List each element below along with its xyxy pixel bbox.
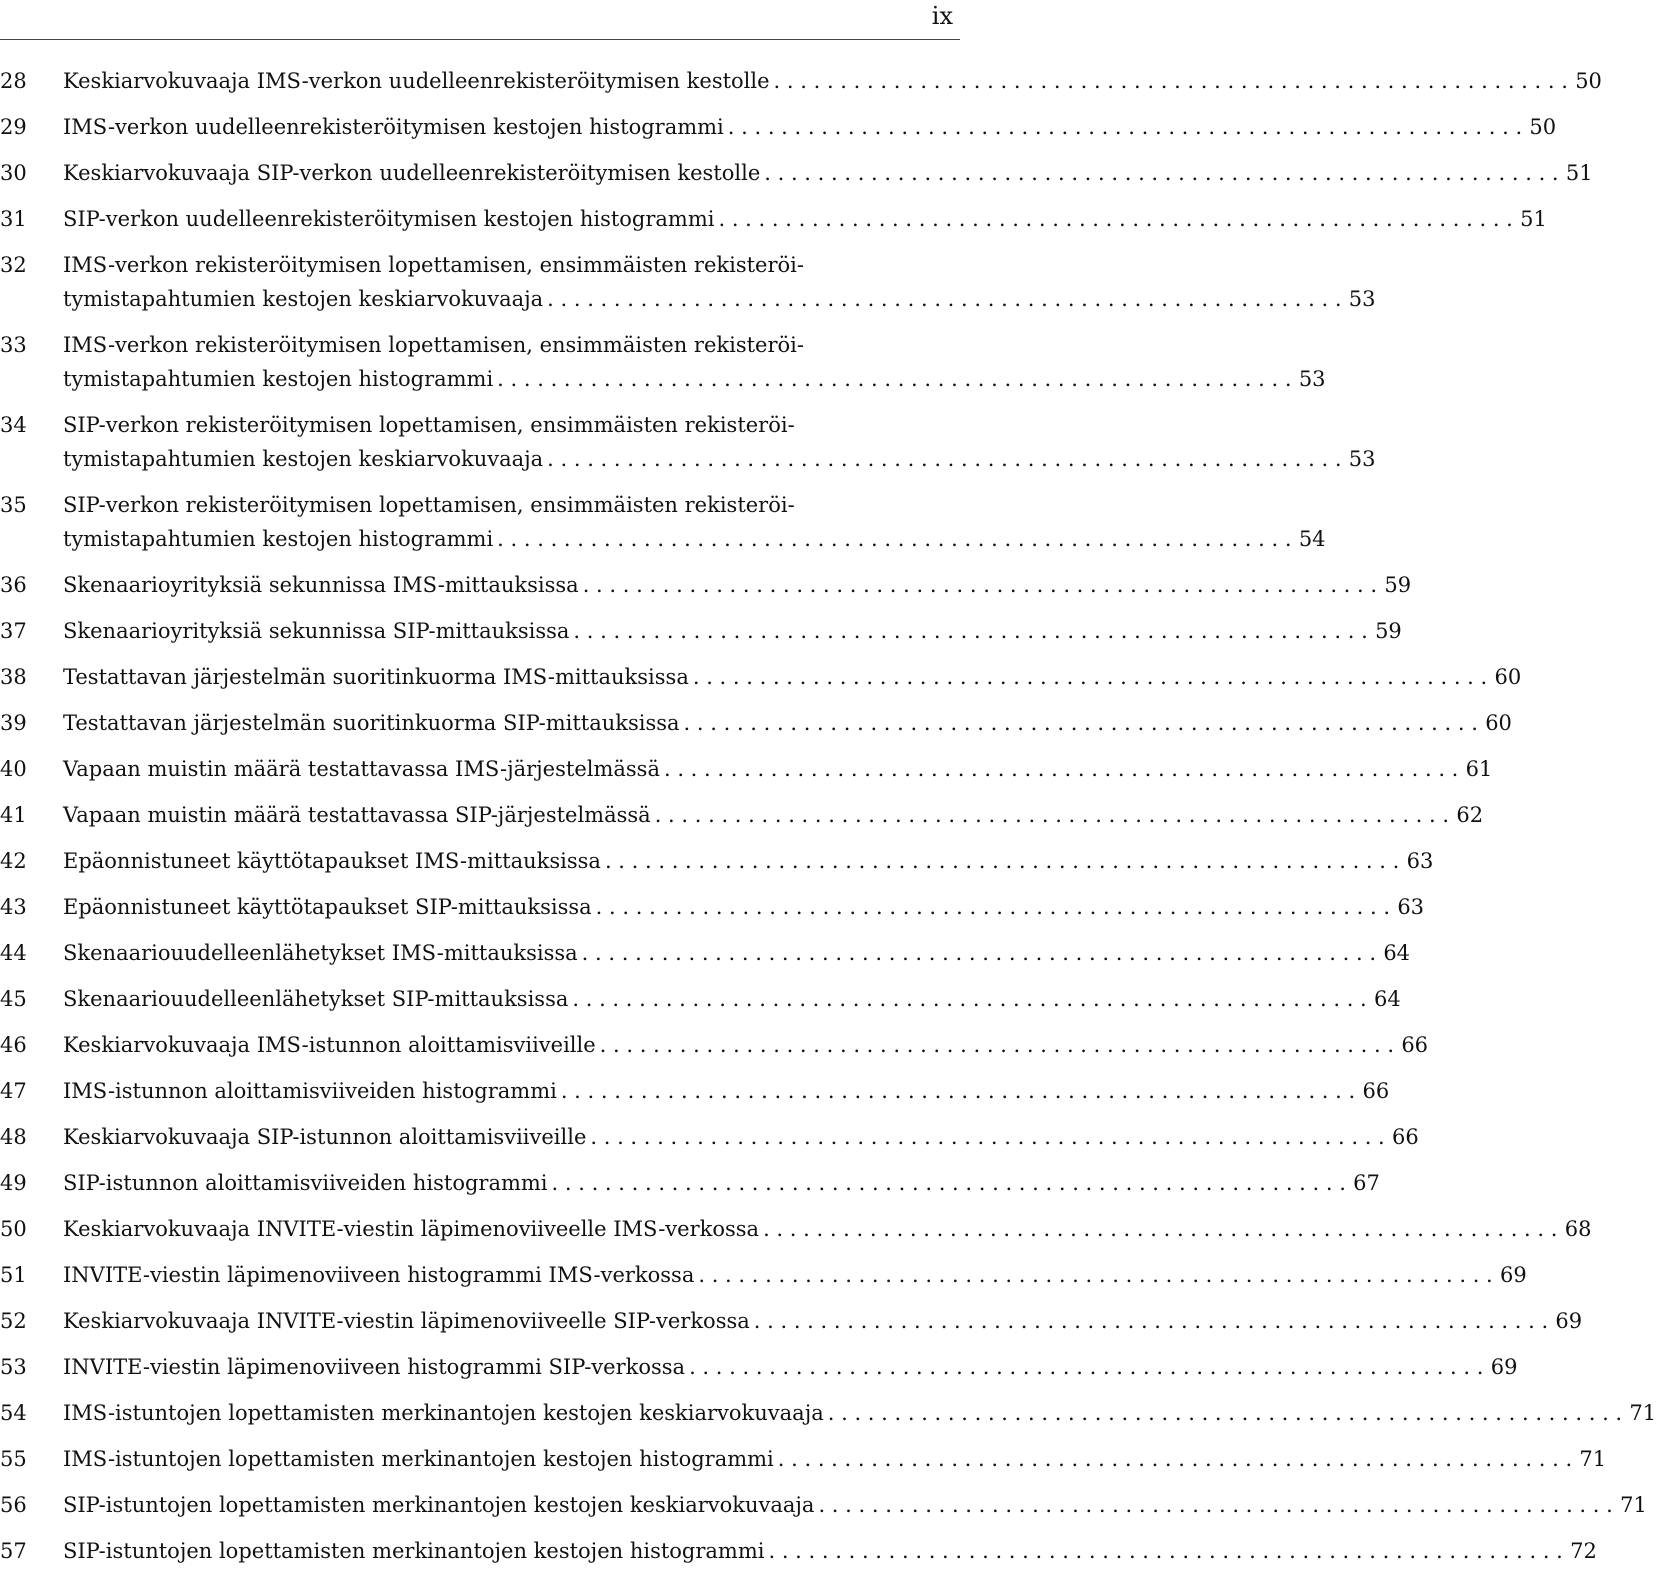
figure-title-row — [63, 156, 1593, 190]
figure-number: 46 — [0, 1033, 27, 1057]
figure-title: SIP-verkon uudelleenrekisteröitymisen kestojen histogrammi — [63, 207, 715, 231]
figure-title-row — [63, 844, 1434, 878]
figure-title-row — [63, 442, 1376, 476]
figure-number: 36 — [0, 573, 27, 597]
figure-title: IMS-istuntojen lopettamisten merkinantojen kestojen histogrammi — [63, 1447, 774, 1471]
page-number: ix — [931, 2, 953, 30]
toc-entry[interactable] — [0, 1534, 1597, 1568]
figure-number: 54 — [0, 1401, 27, 1425]
figure-title: Epäonnistuneet käyttötapaukset SIP-mittauksissa — [63, 895, 592, 919]
dot-leader: . . . . . . . . . . . . . . . . . . . . . . . . . . . . . . . . . . . . . . . . . . . . . . . . . . . . . . . . . . . . — [582, 573, 1378, 597]
figure-title: Keskiarvokuvaaja INVITE-viestin läpimenoviiveelle SIP-verkossa — [63, 1309, 750, 1333]
page-reference: 51 — [1520, 207, 1547, 231]
header-rule — [0, 39, 960, 40]
figure-title: tymistapahtumien kestojen keskiarvokuvaaja — [63, 447, 544, 471]
figure-title-line: SIP-verkon rekisteröitymisen lopettamisen, ensimmäisten rekisteröi- — [63, 493, 795, 517]
figure-title-row — [63, 752, 1493, 786]
toc-entry[interactable] — [0, 706, 1512, 740]
page-reference: 71 — [1629, 1401, 1656, 1425]
dot-leader: . . . . . . . . . . . . . . . . . . . . . . . . . . . . . . . . . . . . . . . . . . . . . . . . . . . . . . . . . . . . — [590, 1125, 1385, 1149]
page-reference: 62 — [1456, 803, 1484, 827]
dot-leader: . . . . . . . . . . . . . . . . . . . . . . . . . . . . . . . . . . . . . . . . . . . . . . . . . . . . . . . . . . . . — [547, 287, 1342, 311]
figure-number: 48 — [0, 1125, 27, 1149]
figure-title-row — [63, 1442, 1607, 1476]
page-reference: 71 — [1579, 1447, 1607, 1471]
toc-entry[interactable] — [0, 408, 1376, 476]
figure-title-row — [63, 202, 1547, 236]
dot-leader: . . . . . . . . . . . . . . . . . . . . . . . . . . . . . . . . . . . . . . . . . . . . . . . . . . . . . . . . . . . . — [497, 367, 1292, 391]
toc-entry[interactable] — [0, 982, 1401, 1016]
dot-leader: . . . . . . . . . . . . . . . . . . . . . . . . . . . . . . . . . . . . . . . . . . . . . . . . . . . . . . . . . . . . — [497, 527, 1292, 551]
page-reference: 63 — [1406, 849, 1434, 873]
page-reference: 68 — [1564, 1217, 1592, 1241]
toc-entry[interactable] — [0, 1212, 1592, 1246]
figure-title-line: IMS-verkon rekisteröitymisen lopettamisen, ensimmäisten rekisteröi- — [63, 333, 804, 357]
dot-leader: . . . . . . . . . . . . . . . . . . . . . . . . . . . . . . . . . . . . . . . . . . . . . . . . . . . . . . . . . . . . — [573, 619, 1368, 643]
figure-number: 43 — [0, 895, 27, 919]
figure-title: Epäonnistuneet käyttötapaukset IMS-mittauksissa — [63, 849, 601, 873]
toc-entry[interactable] — [0, 1350, 1518, 1384]
figure-title-row — [63, 1396, 1656, 1430]
toc-entry[interactable] — [0, 660, 1522, 694]
figure-title: tymistapahtumien kestojen histogrammi — [63, 367, 494, 391]
page-reference: 71 — [1620, 1493, 1647, 1517]
figure-title-row — [63, 1166, 1380, 1200]
toc-entry[interactable] — [0, 844, 1434, 878]
figure-number: 57 — [0, 1539, 27, 1563]
figure-title: Skenaarioyrityksiä sekunnissa IMS-mittauksissa — [63, 573, 579, 597]
figure-title-row — [63, 110, 1557, 144]
toc-entry[interactable] — [0, 248, 1376, 316]
figure-number: 39 — [0, 711, 27, 735]
figure-title: IMS-istunnon aloittamisviiveiden histogrammi — [63, 1079, 557, 1103]
figure-title-row — [63, 1534, 1597, 1568]
figure-title-row — [63, 1258, 1527, 1292]
figure-number: 32 — [0, 253, 27, 277]
figure-number: 38 — [0, 665, 27, 689]
figure-title-row — [63, 1304, 1583, 1338]
page-reference: 60 — [1485, 711, 1512, 735]
figure-title-row — [63, 568, 1412, 602]
figure-title-row — [63, 890, 1425, 924]
figure-title: tymistapahtumien kestojen histogrammi — [63, 527, 494, 551]
figure-number: 55 — [0, 1447, 27, 1471]
figure-title: Skenaariouudelleenlähetykset SIP-mittauksissa — [63, 987, 569, 1011]
page-reference: 59 — [1384, 573, 1412, 597]
figure-number: 47 — [0, 1079, 27, 1103]
page-reference: 66 — [1401, 1033, 1429, 1057]
dot-leader: . . . . . . . . . . . . . . . . . . . . . . . . . . . . . . . . . . . . . . . . . . . . . . . . . . . . . . . . . . . . — [560, 1079, 1356, 1103]
toc-entry[interactable] — [0, 614, 1402, 648]
dot-leader: . . . . . . . . . . . . . . . . . . . . . . . . . . . . . . . . . . . . . . . . . . . . . . . . . . . . . . . . . . . . — [683, 711, 1478, 735]
figure-title-row — [63, 706, 1512, 740]
figure-title: Keskiarvokuvaaja IMS-istunnon aloittamisviiveille — [63, 1033, 596, 1057]
toc-entry[interactable] — [0, 202, 1547, 236]
dot-leader: . . . . . . . . . . . . . . . . . . . . . . . . . . . . . . . . . . . . . . . . . . . . . . . . . . . . . . . . . . . . — [827, 1401, 1623, 1425]
figure-title-row — [63, 982, 1401, 1016]
figure-title-row — [63, 614, 1402, 648]
toc-entry[interactable] — [0, 1258, 1527, 1292]
dot-leader: . . . . . . . . . . . . . . . . . . . . . . . . . . . . . . . . . . . . . . . . . . . . . . . . . . . . . . . . . . . . — [604, 849, 1400, 873]
figure-title-line: IMS-verkon rekisteröitymisen lopettamisen, ensimmäisten rekisteröi- — [63, 253, 804, 277]
figure-number: 28 — [0, 69, 27, 93]
dot-leader: . . . . . . . . . . . . . . . . . . . . . . . . . . . . . . . . . . . . . . . . . . . . . . . . . . . . . . . . . . . . — [654, 803, 1450, 827]
figure-title-row — [63, 1350, 1518, 1384]
toc-entry[interactable] — [0, 752, 1493, 786]
page-reference: 63 — [1397, 895, 1425, 919]
figure-number: 34 — [0, 413, 27, 437]
toc-entry[interactable] — [0, 1396, 1656, 1430]
figure-title: tymistapahtumien kestojen keskiarvokuvaaja — [63, 287, 544, 311]
dot-leader: . . . . . . . . . . . . . . . . . . . . . . . . . . . . . . . . . . . . . . . . . . . . . . . . . . . . . . . . . . . . — [753, 1309, 1549, 1333]
page-reference: 60 — [1494, 665, 1522, 689]
figure-number: 29 — [0, 115, 27, 139]
figure-title-row — [63, 1028, 1429, 1062]
figure-title: Keskiarvokuvaaja IMS-verkon uudelleenrekisteröitymisen kestolle — [63, 69, 770, 93]
page-reference: 69 — [1490, 1355, 1518, 1379]
page-reference: 66 — [1362, 1079, 1390, 1103]
figure-title: INVITE-viestin läpimenoviiveen histogrammi IMS-verkossa — [63, 1263, 695, 1287]
toc-entry[interactable] — [0, 488, 1326, 556]
dot-leader: . . . . . . . . . . . . . . . . . . . . . . . . . . . . . . . . . . . . . . . . . . . . . . . . . . . . . . . . . . . . — [572, 987, 1367, 1011]
figure-number: 49 — [0, 1171, 27, 1195]
figure-number: 41 — [0, 803, 27, 827]
figure-title-row — [63, 660, 1522, 694]
figure-number: 50 — [0, 1217, 27, 1241]
figure-title-row — [63, 936, 1411, 970]
dot-leader: . . . . . . . . . . . . . . . . . . . . . . . . . . . . . . . . . . . . . . . . . . . . . . . . . . . . . . . . . . . . — [599, 1033, 1395, 1057]
page-reference: 72 — [1570, 1539, 1597, 1563]
page-reference: 66 — [1392, 1125, 1419, 1149]
figure-title: Keskiarvokuvaaja SIP-istunnon aloittamisviiveille — [63, 1125, 587, 1149]
page-reference: 53 — [1348, 447, 1376, 471]
dot-leader: . . . . . . . . . . . . . . . . . . . . . . . . . . . . . . . . . . . . . . . . . . . . . . . . . . . . . . . . . . . . — [768, 1539, 1563, 1563]
figure-number: 56 — [0, 1493, 27, 1517]
figure-title: Vapaan muistin määrä testattavassa SIP-järjestelmässä — [63, 803, 651, 827]
dot-leader: . . . . . . . . . . . . . . . . . . . . . . . . . . . . . . . . . . . . . . . . . . . . . . . . . . . . . . . . . . . . — [692, 665, 1488, 689]
toc-entry[interactable] — [0, 110, 1557, 144]
page-reference: 67 — [1353, 1171, 1380, 1195]
dot-leader: . . . . . . . . . . . . . . . . . . . . . . . . . . . . . . . . . . . . . . . . . . . . . . . . . . . . . . . . . . . . — [551, 1171, 1346, 1195]
dot-leader: . . . . . . . . . . . . . . . . . . . . . . . . . . . . . . . . . . . . . . . . . . . . . . . . . . . . . . . . . . . . — [595, 895, 1391, 919]
figure-title-row — [63, 64, 1602, 98]
toc-entry[interactable] — [0, 798, 1484, 832]
page-reference: 59 — [1375, 619, 1402, 643]
figure-title: IMS-verkon uudelleenrekisteröitymisen kestojen histogrammi — [63, 115, 724, 139]
dot-leader: . . . . . . . . . . . . . . . . . . . . . . . . . . . . . . . . . . . . . . . . . . . . . . . . . . . . . . . . . . . . — [764, 161, 1559, 185]
figure-number: 51 — [0, 1263, 27, 1287]
figure-number: 45 — [0, 987, 27, 1011]
figure-number: 30 — [0, 161, 27, 185]
dot-leader: . . . . . . . . . . . . . . . . . . . . . . . . . . . . . . . . . . . . . . . . . . . . . . . . . . . . . . . . . . . . — [727, 115, 1523, 139]
page-reference: 69 — [1500, 1263, 1527, 1287]
figure-title-row — [63, 282, 1376, 316]
figure-title-line: SIP-verkon rekisteröitymisen lopettamisen, ensimmäisten rekisteröi- — [63, 413, 795, 437]
figure-number: 40 — [0, 757, 27, 781]
figure-title: Keskiarvokuvaaja INVITE-viestin läpimenoviiveelle IMS-verkossa — [63, 1217, 760, 1241]
toc-entry[interactable] — [0, 64, 1602, 98]
dot-leader: . . . . . . . . . . . . . . . . . . . . . . . . . . . . . . . . . . . . . . . . . . . . . . . . . . . . . . . . . . . . — [689, 1355, 1484, 1379]
figure-number: 31 — [0, 207, 27, 231]
page-reference: 50 — [1575, 69, 1602, 93]
toc-entry[interactable] — [0, 1442, 1607, 1476]
page-reference: 53 — [1348, 287, 1376, 311]
toc-entry[interactable] — [0, 328, 1326, 396]
figure-number: 33 — [0, 333, 27, 357]
dot-leader: . . . . . . . . . . . . . . . . . . . . . . . . . . . . . . . . . . . . . . . . . . . . . . . . . . . . . . . . . . . . — [718, 207, 1513, 231]
toc-entry[interactable] — [0, 1028, 1429, 1062]
dot-leader: . . . . . . . . . . . . . . . . . . . . . . . . . . . . . . . . . . . . . . . . . . . . . . . . . . . . . . . . . . . . — [763, 1217, 1558, 1241]
figure-number: 42 — [0, 849, 27, 873]
figure-number: 35 — [0, 493, 27, 517]
figure-title: Vapaan muistin määrä testattavassa IMS-järjestelmässä — [63, 757, 660, 781]
toc-entry[interactable] — [0, 890, 1425, 924]
toc-entry[interactable] — [0, 936, 1411, 970]
toc-entry[interactable] — [0, 156, 1593, 190]
figure-title-row — [63, 1212, 1592, 1246]
list-of-figures — [0, 64, 1656, 1580]
page-reference: 69 — [1555, 1309, 1583, 1333]
figure-title-row — [63, 798, 1484, 832]
figure-number: 53 — [0, 1355, 27, 1379]
toc-entry[interactable] — [0, 568, 1412, 602]
page-reference: 64 — [1374, 987, 1401, 1011]
dot-leader: . . . . . . . . . . . . . . . . . . . . . . . . . . . . . . . . . . . . . . . . . . . . . . . . . . . . . . . . . . . . — [581, 941, 1377, 965]
page-reference: 54 — [1298, 527, 1326, 551]
figure-title-row — [63, 1488, 1647, 1522]
page-reference: 61 — [1465, 757, 1493, 781]
figure-number: 52 — [0, 1309, 27, 1333]
toc-entry[interactable] — [0, 1074, 1390, 1108]
figure-number: 37 — [0, 619, 27, 643]
dot-leader: . . . . . . . . . . . . . . . . . . . . . . . . . . . . . . . . . . . . . . . . . . . . . . . . . . . . . . . . . . . . — [698, 1263, 1493, 1287]
figure-number: 44 — [0, 941, 27, 965]
figure-title: IMS-istuntojen lopettamisten merkinantojen kestojen keskiarvokuvaaja — [63, 1401, 824, 1425]
page-reference: 64 — [1383, 941, 1411, 965]
dot-leader: . . . . . . . . . . . . . . . . . . . . . . . . . . . . . . . . . . . . . . . . . . . . . . . . . . . . . . . . . . . . — [663, 757, 1459, 781]
figure-title-row — [63, 522, 1326, 556]
figure-title-row — [63, 1120, 1419, 1154]
figure-title: SIP-istuntojen lopettamisten merkinantojen kestojen keskiarvokuvaaja — [63, 1493, 815, 1517]
figure-title: SIP-istunnon aloittamisviiveiden histogrammi — [63, 1171, 548, 1195]
figure-title-row — [63, 1074, 1390, 1108]
figure-title: Testattavan järjestelmän suoritinkuorma SIP-mittauksissa — [63, 711, 680, 735]
dot-leader: . . . . . . . . . . . . . . . . . . . . . . . . . . . . . . . . . . . . . . . . . . . . . . . . . . . . . . . . . . . . — [818, 1493, 1613, 1517]
page-reference: 53 — [1298, 367, 1326, 391]
figure-title: SIP-istuntojen lopettamisten merkinantojen kestojen histogrammi — [63, 1539, 765, 1563]
dot-leader: . . . . . . . . . . . . . . . . . . . . . . . . . . . . . . . . . . . . . . . . . . . . . . . . . . . . . . . . . . . . — [777, 1447, 1573, 1471]
page-reference: 50 — [1529, 115, 1557, 139]
toc-entry[interactable] — [0, 1304, 1583, 1338]
figure-title: INVITE-viestin läpimenoviiveen histogrammi SIP-verkossa — [63, 1355, 686, 1379]
figure-title: Skenaariouudelleenlähetykset IMS-mittauksissa — [63, 941, 578, 965]
toc-entry[interactable] — [0, 1488, 1647, 1522]
dot-leader: . . . . . . . . . . . . . . . . . . . . . . . . . . . . . . . . . . . . . . . . . . . . . . . . . . . . . . . . . . . . — [773, 69, 1568, 93]
toc-entry[interactable] — [0, 1166, 1380, 1200]
figure-title: Skenaarioyrityksiä sekunnissa SIP-mittauksissa — [63, 619, 570, 643]
dot-leader: . . . . . . . . . . . . . . . . . . . . . . . . . . . . . . . . . . . . . . . . . . . . . . . . . . . . . . . . . . . . — [547, 447, 1342, 471]
page-reference: 51 — [1565, 161, 1593, 185]
figure-title: Keskiarvokuvaaja SIP-verkon uudelleenrekisteröitymisen kestolle — [63, 161, 761, 185]
figure-title: Testattavan järjestelmän suoritinkuorma IMS-mittauksissa — [63, 665, 689, 689]
toc-entry[interactable] — [0, 1120, 1419, 1154]
figure-title-row — [63, 362, 1326, 396]
